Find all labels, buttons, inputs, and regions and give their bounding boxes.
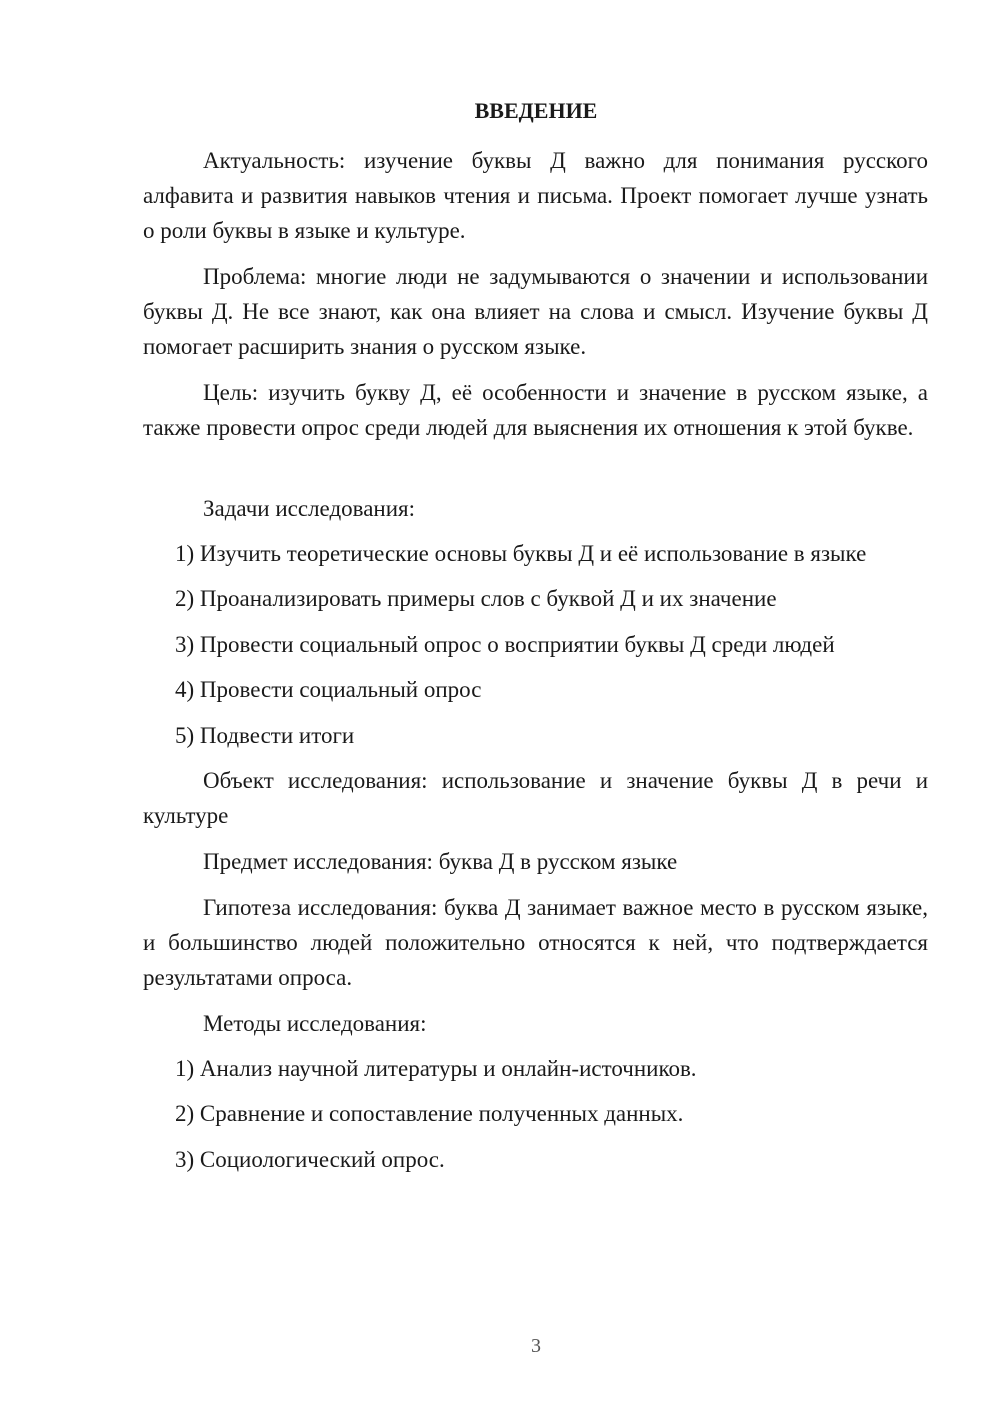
subject-paragraph: Предмет исследования: буква Д в русском языке <box>203 849 678 874</box>
task-item-4: 4) Провести социальный опрос <box>175 677 482 702</box>
hypothesis-paragraph: Гипотеза исследования: буква Д занимает важное место в русском языке, и большинство людей положительно относятся к ней, что подтверждается результатами опроса. <box>143 895 928 990</box>
method-item-1: 1) Анализ научной литературы и онлайн-источников. <box>175 1056 697 1081</box>
page-number: 3 <box>531 1335 541 1357</box>
task-item-2: 2) Проанализировать примеры слов с буквой Д и их значение <box>175 586 777 611</box>
section-heading: ВВЕДЕНИЕ <box>474 98 598 123</box>
tasks-label: Задачи исследования: <box>203 496 416 521</box>
task-item-1: 1) Изучить теоретические основы буквы Д и её использование в языке <box>175 541 867 566</box>
goal-paragraph: Цель: изучить букву Д, её особенности и значение в русском языке, а также провести опрос среди людей для выяснения их отношения к этой букве. <box>143 380 928 440</box>
method-item-3: 3) Социологический опрос. <box>175 1147 445 1172</box>
methods-label: Методы исследования: <box>203 1011 427 1036</box>
method-item-2: 2) Сравнение и сопоставление полученных данных. <box>175 1101 684 1126</box>
relevance-paragraph: Актуальность: изучение буквы Д важно для понимания русского алфавита и развития навыков чтения и письма. Проект помогает лучше узнать о роли буквы в языке и культуре. <box>143 148 928 243</box>
object-paragraph: Объект исследования: использование и значение буквы Д в речи и культуре <box>143 768 928 828</box>
problem-paragraph: Проблема: многие люди не задумываются о значении и использовании буквы Д. Не все знают, как она влияет на слова и смысл. Изучение буквы Д помогает расширить знания о русском языке. <box>143 264 928 359</box>
task-item-5: 5) Подвести итоги <box>175 723 355 748</box>
task-item-3: 3) Провести социальный опрос о восприятии буквы Д среди людей <box>175 632 835 657</box>
